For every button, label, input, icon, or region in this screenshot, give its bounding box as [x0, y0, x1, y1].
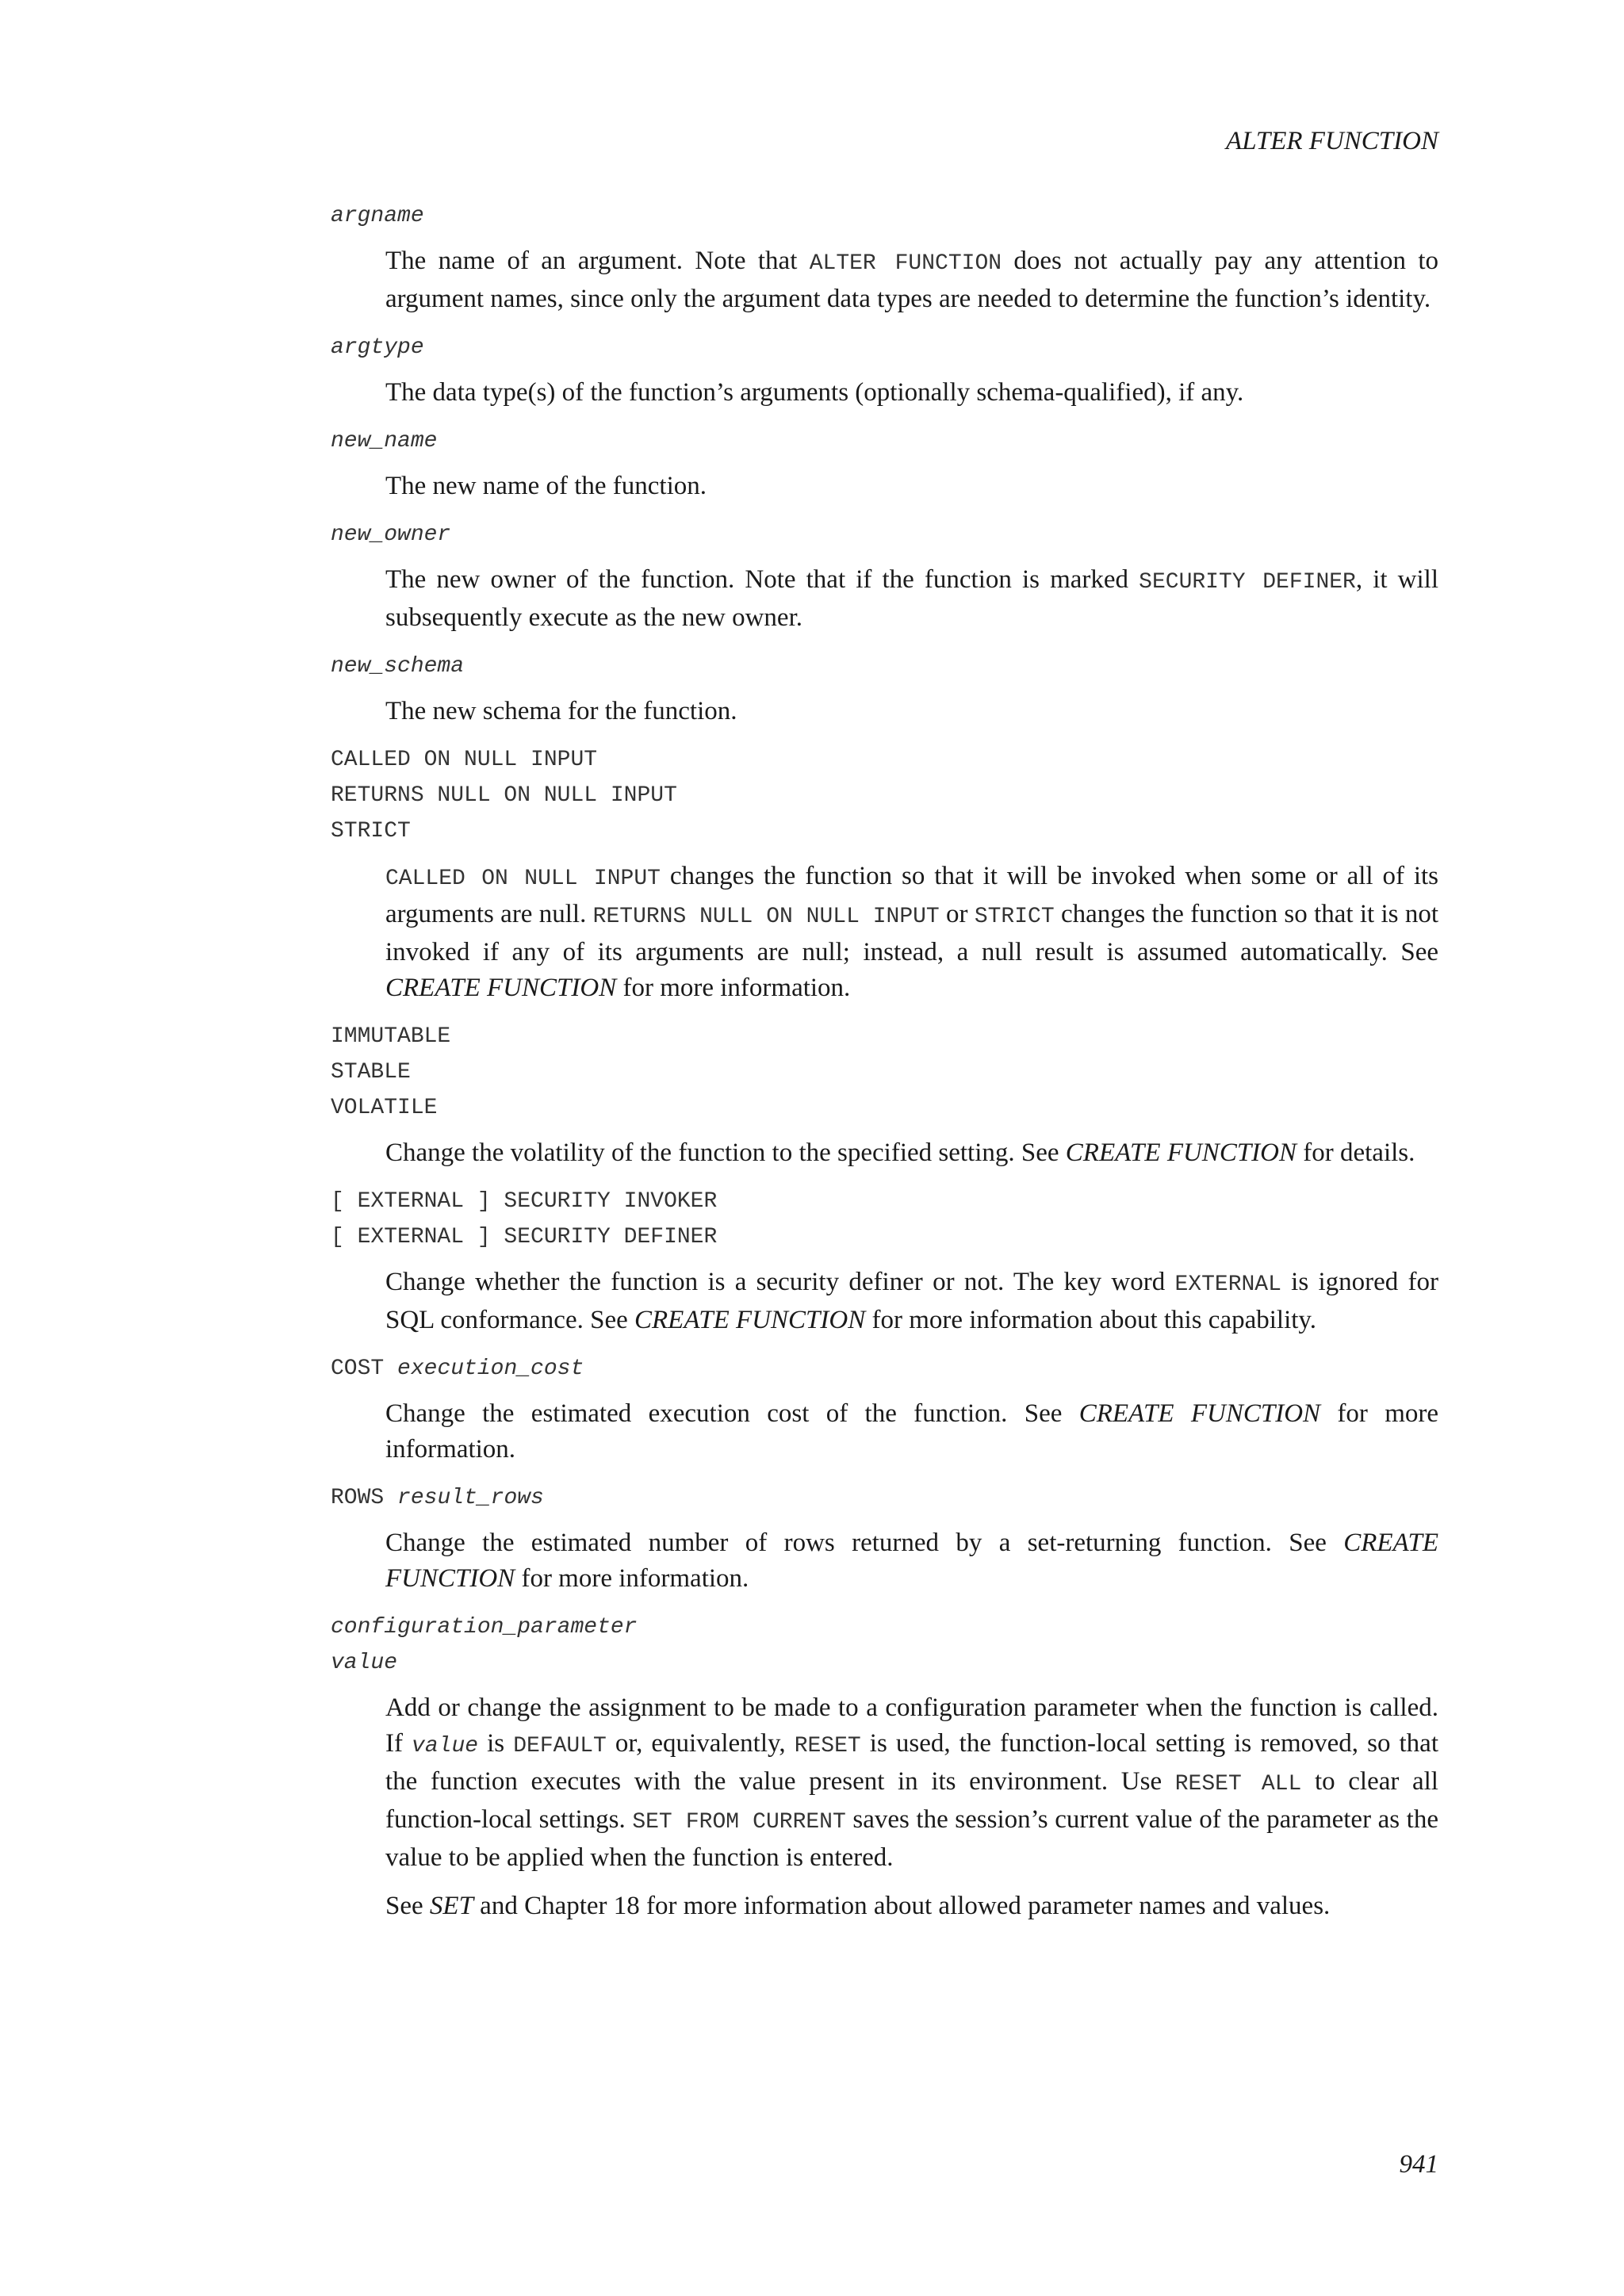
running-head: ALTER FUNCTION: [1226, 127, 1438, 155]
term-immutable: IMMUTABLE: [331, 1024, 451, 1049]
desc-rows: Change the estimated number of rows returned by a set-returning function. See CREATE FUNCTION for more information.: [385, 1529, 1438, 1593]
page-number: 941: [1399, 2150, 1438, 2179]
xref-create-function[interactable]: CREATE FUNCTION: [634, 1306, 866, 1334]
term-new-owner: new_owner: [331, 522, 451, 547]
xref-create-function[interactable]: CREATE FUNCTION: [385, 974, 617, 1002]
term-rows: ROWS result_rows: [331, 1486, 544, 1510]
desc-cost: Change the estimated execution cost of the function. See CREATE FUNCTION for more information.: [385, 1399, 1439, 1464]
xref-create-function[interactable]: CREATE FUNCTION: [1065, 1138, 1297, 1167]
term-argtype: argtype: [331, 335, 424, 360]
term-value: value: [331, 1651, 398, 1675]
xref-create-function[interactable]: CREATE FUNCTION: [1078, 1399, 1321, 1428]
xref-set[interactable]: SET: [429, 1892, 473, 1920]
desc-null-input: CALLED ON NULL INPUT changes the function so that it will be invoked when some or all of its arguments are null. RETURNS NULL ON NULL INPUT or STRICT changes the function so that it is not invoked if any of its arguments are null; instead, a null result is assumed automatically. See CREATE FUNCTION for more information.: [385, 862, 1438, 1002]
term-argname: argname: [331, 204, 424, 228]
desc-volatility: Change the volatility of the function to the specified setting. See CREATE FUNCTION for details.: [385, 1138, 1415, 1167]
parameter-list: [331, 198, 1438, 1937]
desc-new-name: The new name of the function.: [385, 472, 707, 500]
desc-new-owner: The new owner of the function. Note that if the function is marked SECURITY DEFINER, it will subsequently execute as the new owner.: [385, 565, 1438, 632]
term-security-invoker: [ EXTERNAL ] SECURITY INVOKER: [331, 1189, 718, 1214]
desc-argname: The name of an argument. Note that ALTER FUNCTION does not actually pay any attention to argument names, since only the argument data types are needed to determine the function’s identity.: [385, 247, 1438, 313]
term-new-schema: new_schema: [331, 654, 465, 679]
desc-config: Add or change the assignment to be made to a configuration parameter when the function is called. If value is DEFAULT or, equivalently, RESET is used, the function-local setting is removed, so that the function executes with the value present in its environment. Use RESET ALL to clear all function-local settings. SET FROM CURRENT saves the session’s current value of the parameter as the value to be applied when the function is entered.: [385, 1693, 1438, 1872]
term-configuration-parameter: configuration_parameter: [331, 1615, 638, 1640]
desc-config-see-also: See SET and Chapter 18 for more information about allowed parameter names and values.: [385, 1892, 1331, 1920]
desc-new-schema: The new schema for the function.: [385, 697, 737, 725]
term-new-name: new_name: [331, 429, 438, 453]
desc-argtype: The data type(s) of the function’s arguments (optionally schema-qualified), if any.: [385, 378, 1244, 407]
term-cost: COST execution_cost: [331, 1357, 584, 1381]
term-returns-null-on-null-input: RETURNS NULL ON NULL INPUT: [331, 783, 677, 808]
term-security-definer: [ EXTERNAL ] SECURITY DEFINER: [331, 1225, 718, 1249]
term-called-on-null-input: CALLED ON NULL INPUT: [331, 748, 598, 772]
term-stable: STABLE: [331, 1060, 411, 1085]
term-strict: STRICT: [331, 819, 411, 844]
xref-create-function[interactable]: CREATE FUNCTION: [385, 1529, 1438, 1593]
term-volatile: VOLATILE: [331, 1096, 438, 1120]
desc-security: Change whether the function is a security definer or not. The key word EXTERNAL is ignored for SQL conformance. See CREATE FUNCTION for more information about this capability.: [385, 1268, 1438, 1334]
